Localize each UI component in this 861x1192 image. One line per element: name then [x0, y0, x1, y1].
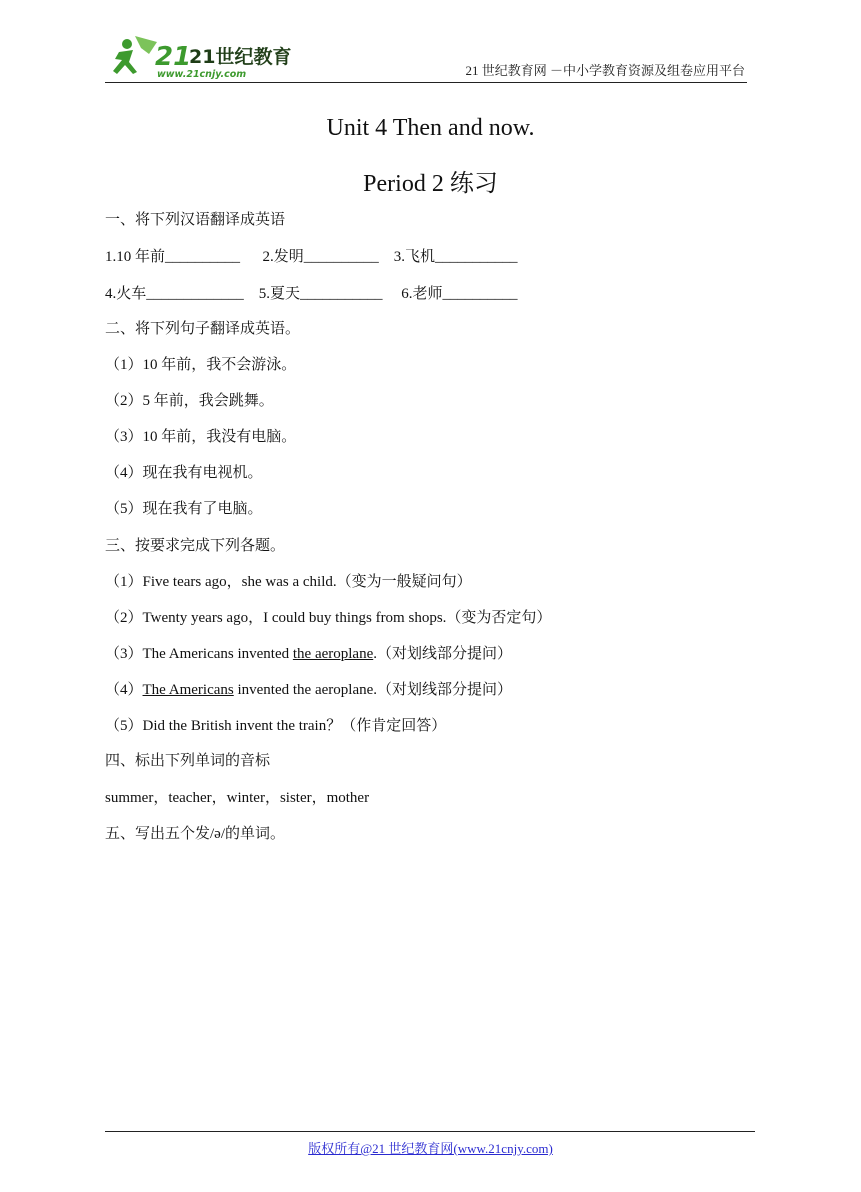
site-tagline: 21 世纪教育网 －中小学教育资源及组卷应用平台: [465, 63, 745, 78]
site-logo: [105, 32, 292, 80]
unit-title: Unit 4 Then and now.: [326, 115, 535, 141]
section3-heading: 三、按要求完成下列各题。: [105, 538, 286, 554]
footer-copyright-link[interactable]: 版权所有@21 世纪教育网(www.21cnjy.com): [308, 1141, 553, 1156]
item4-suffix: invented the aeroplane.（对划线部分提问）: [233, 682, 513, 698]
svg-text:21: 21: [155, 42, 192, 72]
section1-row1: 1.10 年前__________ 2.发明__________ 3.飞机___________: [105, 249, 518, 265]
section1-heading: 一、将下列汉语翻译成英语: [105, 212, 286, 228]
footer-divider: [105, 1131, 755, 1132]
section4-heading: 四、标出下列单词的音标: [105, 753, 271, 769]
section2-item-1: （1）10 年前，我不会游泳。: [105, 357, 297, 373]
section4-words: summer，teacher，winter，sister，mother: [105, 790, 370, 806]
section3-item-2: （2）Twenty years ago，I could buy things from shops.（变为否定句）: [105, 610, 552, 626]
page-header: [105, 30, 747, 83]
section3-item-1: （1）Five tears ago，she was a child.（变为一般疑问句）: [105, 574, 472, 590]
section2-item-2: （2）5 年前，我会跳舞。: [105, 393, 274, 409]
section3-item-5: （5）Did the British invent the train？（作肯定回答）: [105, 718, 447, 734]
section1-row2: 4.火车_____________ 5.夏天___________ 6.老师__________: [105, 286, 518, 302]
section3-item-3: [105, 642, 512, 663]
section2-item-4: （4）现在我有电视机。: [105, 465, 263, 481]
item3-suffix: .（对划线部分提问）: [373, 646, 513, 662]
section2-item-5: （5）现在我有了电脑。: [105, 501, 263, 517]
item3-prefix: （3）The Americans invented: [105, 646, 293, 662]
item3-underlined: the aeroplane: [292, 646, 374, 662]
section5-heading: 五、写出五个发/ə/的单词。: [105, 826, 285, 842]
section3-item-4: [105, 678, 512, 699]
item4-underlined: The Americans: [142, 682, 234, 698]
section2-heading: 二、将下列句子翻译成英语。: [105, 321, 301, 337]
logo-text: 21世纪教育: [189, 46, 292, 68]
item4-prefix: （4）: [105, 682, 143, 698]
period-title: Period 2 练习: [363, 171, 498, 197]
section2-item-3: （3）10 年前，我没有电脑。: [105, 429, 297, 445]
logo-url: www.21cnjy.com: [157, 69, 247, 80]
